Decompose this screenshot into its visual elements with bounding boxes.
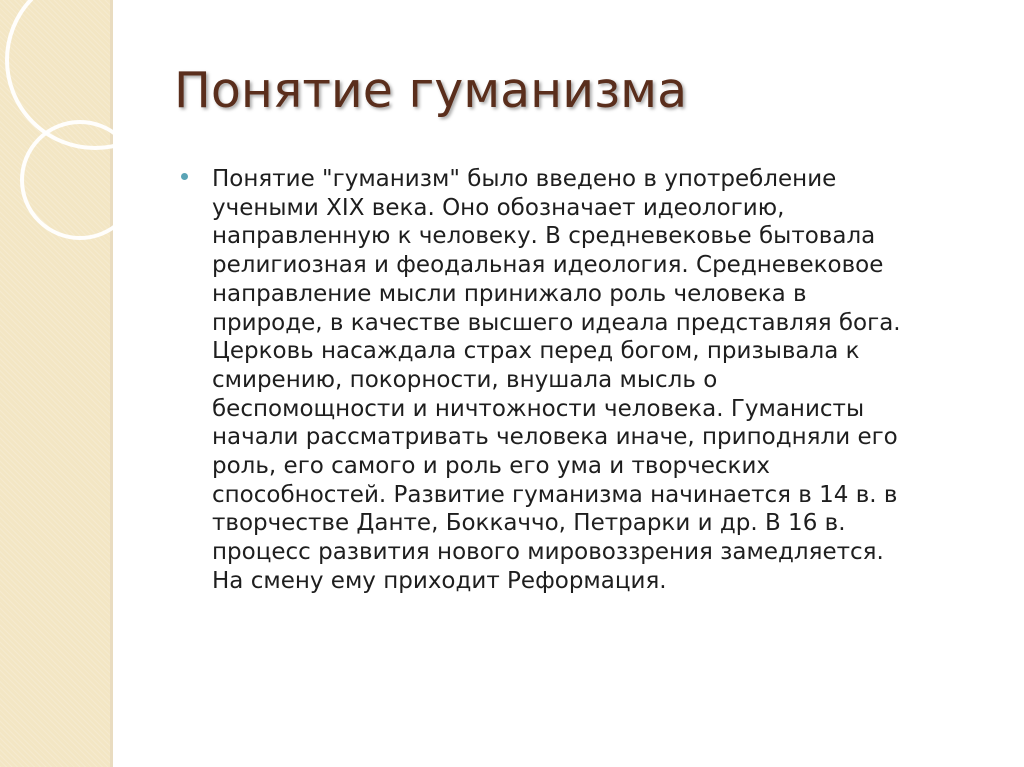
bullet-text: Понятие "гуманизм" было введено в употребление учеными XIX века. Оно обозначает идеологию, направленную к человеку. В средневековье бытовала религиозная и феодальная идеология. Средневековое направление мысли принижало роль человека в природе, в качестве высшего идеала представляя бога. Церковь насаждала страх перед богом, призывала к смирению, покорности, внушала мысль о беспомощности и ничтожности человека. Гуманисты начали рассматривать человека иначе, приподняли его роль, его самого и роль его ума и творческих способностей. Развитие гуманизма начинается в 14 в. в творчестве Данте, Боккаччо, Петрарки и др. В 16 в. процесс развития нового мировоззрения замедляется. На смену ему приходит Реформация.	[212, 166, 901, 594]
bullet-point-icon	[181, 173, 188, 180]
decorative-circles	[0, 0, 160, 300]
decorative-circle-small	[22, 122, 138, 238]
decorative-circle-large	[7, 0, 160, 148]
slide-title: Понятие гуманизма	[174, 62, 688, 119]
